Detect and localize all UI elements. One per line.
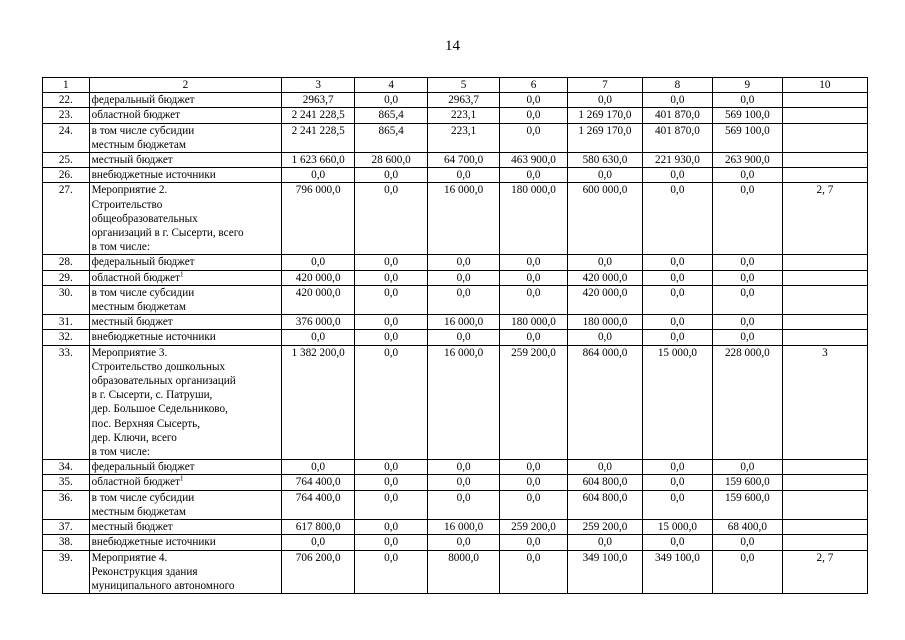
value-cell: 0,0 (500, 168, 568, 183)
value-cell: 263 900,0 (712, 153, 782, 168)
header-cell: 1 (43, 78, 90, 93)
row-description (89, 535, 282, 550)
header-cell: 5 (428, 78, 500, 93)
table-row (43, 270, 868, 285)
value-cell: 0,0 (355, 345, 428, 460)
value-cell: 0,0 (642, 270, 712, 285)
value-cell: 0,0 (282, 535, 355, 550)
value-cell: 0,0 (712, 550, 782, 594)
row-description (89, 153, 282, 168)
row-description (89, 475, 282, 490)
row-number: 36. (43, 490, 90, 519)
value-cell: 0,0 (282, 460, 355, 475)
description-line: местным бюджетам (91, 138, 186, 151)
value-cell: 1 269 170,0 (567, 108, 642, 123)
value-cell: 617 800,0 (282, 520, 355, 535)
value-cell: 865,4 (355, 123, 428, 152)
description-line: областной бюджет (91, 476, 180, 489)
value-cell: 420 000,0 (282, 270, 355, 285)
target-reference: 2, 7 (782, 183, 867, 255)
value-cell: 0,0 (500, 475, 568, 490)
value-cell: 0,0 (500, 460, 568, 475)
row-description (89, 270, 282, 285)
value-cell: 0,0 (500, 108, 568, 123)
value-cell: 0,0 (355, 93, 428, 108)
value-cell: 8000,0 (428, 550, 500, 594)
value-cell: 223,1 (428, 123, 500, 152)
value-cell: 16 000,0 (428, 315, 500, 330)
header-cell: 6 (500, 78, 568, 93)
value-cell: 0,0 (567, 535, 642, 550)
value-cell: 0,0 (282, 330, 355, 345)
row-number: 26. (43, 168, 90, 183)
value-cell: 0,0 (282, 255, 355, 270)
table-row (43, 315, 868, 330)
table-row (43, 490, 868, 519)
value-cell: 0,0 (428, 270, 500, 285)
value-cell: 0,0 (642, 460, 712, 475)
value-cell: 1 623 660,0 (282, 153, 355, 168)
value-cell: 0,0 (428, 168, 500, 183)
row-description (89, 460, 282, 475)
description-line: в том числе субсидии (91, 124, 195, 137)
value-cell: 0,0 (355, 475, 428, 490)
table-row (43, 123, 868, 152)
value-cell: 401 870,0 (642, 123, 712, 152)
row-number: 32. (43, 330, 90, 345)
description-line: Строительство (91, 198, 163, 211)
row-number: 33. (43, 345, 90, 460)
value-cell: 0,0 (355, 270, 428, 285)
page-number: 14 (445, 38, 460, 54)
value-cell: 0,0 (567, 330, 642, 345)
value-cell: 0,0 (642, 490, 712, 519)
value-cell: 0,0 (355, 520, 428, 535)
row-description (89, 490, 282, 519)
value-cell: 0,0 (355, 168, 428, 183)
description-line: Мероприятие 2. (91, 184, 168, 197)
table-row (43, 285, 868, 314)
row-description (89, 315, 282, 330)
row-number: 34. (43, 460, 90, 475)
value-cell: 259 200,0 (500, 520, 568, 535)
value-cell: 0,0 (712, 315, 782, 330)
row-description (89, 123, 282, 152)
value-cell: 15 000,0 (642, 345, 712, 460)
description-line: областной бюджет (91, 109, 180, 122)
row-number: 38. (43, 535, 90, 550)
row-description (89, 93, 282, 108)
value-cell: 0,0 (282, 168, 355, 183)
value-cell: 864 000,0 (567, 345, 642, 460)
value-cell: 376 000,0 (282, 315, 355, 330)
value-cell: 0,0 (355, 255, 428, 270)
value-cell: 349 100,0 (642, 550, 712, 594)
target-reference (782, 168, 867, 183)
value-cell: 180 000,0 (500, 183, 568, 255)
value-cell: 16 000,0 (428, 520, 500, 535)
header-cell: 7 (567, 78, 642, 93)
table-header (43, 78, 868, 93)
table-row (43, 255, 868, 270)
description-line: местный бюджет (91, 521, 173, 534)
row-number: 37. (43, 520, 90, 535)
value-cell: 764 400,0 (282, 475, 355, 490)
target-reference (782, 285, 867, 314)
description-line: федеральный бюджет (91, 94, 195, 107)
description-line: Строительство дошкольных (91, 360, 226, 373)
value-cell: 600 000,0 (567, 183, 642, 255)
row-number: 22. (43, 93, 90, 108)
value-cell: 0,0 (712, 460, 782, 475)
table-row (43, 535, 868, 550)
description-line: в том числе: (91, 241, 150, 254)
value-cell: 0,0 (642, 285, 712, 314)
value-cell: 15 000,0 (642, 520, 712, 535)
value-cell: 764 400,0 (282, 490, 355, 519)
value-cell: 604 800,0 (567, 490, 642, 519)
value-cell: 0,0 (642, 330, 712, 345)
value-cell: 0,0 (712, 535, 782, 550)
header-cell: 8 (642, 78, 712, 93)
row-description (89, 108, 282, 123)
description-line: федеральный бюджет (91, 256, 195, 269)
target-reference (782, 475, 867, 490)
row-number: 31. (43, 315, 90, 330)
value-cell: 0,0 (428, 475, 500, 490)
row-number: 29. (43, 270, 90, 285)
value-cell: 0,0 (355, 550, 428, 594)
row-description (89, 550, 282, 594)
table-row (43, 153, 868, 168)
target-reference (782, 108, 867, 123)
description-line: муниципального автономного (91, 579, 235, 592)
description-line: Мероприятие 3. (91, 346, 168, 359)
description-line: в том числе субсидии (91, 491, 195, 504)
table-row (43, 345, 868, 460)
value-cell: 0,0 (500, 123, 568, 152)
value-cell: 706 200,0 (282, 550, 355, 594)
value-cell: 0,0 (355, 315, 428, 330)
target-reference (782, 520, 867, 535)
description-line: местным бюджетам (91, 301, 186, 314)
value-cell: 0,0 (642, 93, 712, 108)
row-number: 39. (43, 550, 90, 594)
value-cell: 0,0 (642, 168, 712, 183)
footnote-marker: 1 (180, 270, 184, 278)
value-cell: 0,0 (712, 330, 782, 345)
table-row (43, 475, 868, 490)
value-cell: 259 200,0 (500, 345, 568, 460)
value-cell: 796 000,0 (282, 183, 355, 255)
target-reference (782, 490, 867, 519)
value-cell: 349 100,0 (567, 550, 642, 594)
row-description (89, 168, 282, 183)
value-cell: 28 600,0 (355, 153, 428, 168)
value-cell: 0,0 (567, 168, 642, 183)
target-reference (782, 330, 867, 345)
row-number: 24. (43, 123, 90, 152)
target-reference (782, 535, 867, 550)
value-cell: 0,0 (500, 285, 568, 314)
value-cell: 0,0 (355, 285, 428, 314)
table-row (43, 550, 868, 594)
value-cell: 64 700,0 (428, 153, 500, 168)
row-number: 28. (43, 255, 90, 270)
table-body (43, 93, 868, 594)
table-row (43, 168, 868, 183)
value-cell: 68 400,0 (712, 520, 782, 535)
row-number: 25. (43, 153, 90, 168)
value-cell: 0,0 (642, 315, 712, 330)
table-row (43, 183, 868, 255)
target-reference: 3 (782, 345, 867, 460)
value-cell: 2 241 228,5 (282, 123, 355, 152)
budget-table (42, 77, 868, 594)
value-cell: 0,0 (355, 490, 428, 519)
value-cell: 180 000,0 (567, 315, 642, 330)
description-line: Мероприятие 4. (91, 551, 168, 564)
table-row (43, 93, 868, 108)
description-line: внебюджетные источники (91, 169, 216, 182)
value-cell: 0,0 (355, 535, 428, 550)
value-cell: 228 000,0 (712, 345, 782, 460)
description-line: образовательных организаций (91, 375, 236, 388)
value-cell: 2963,7 (428, 93, 500, 108)
value-cell: 0,0 (642, 535, 712, 550)
footnote-marker: 1 (180, 474, 184, 483)
header-cell: 2 (89, 78, 282, 93)
row-description (89, 255, 282, 270)
value-cell: 2 241 228,5 (282, 108, 355, 123)
description-line: федеральный бюджет (91, 461, 195, 474)
value-cell: 159 600,0 (712, 475, 782, 490)
value-cell: 463 900,0 (500, 153, 568, 168)
description-line: внебюджетные источники (91, 331, 216, 344)
value-cell: 221 930,0 (642, 153, 712, 168)
value-cell: 580 630,0 (567, 153, 642, 168)
value-cell: 159 600,0 (712, 490, 782, 519)
value-cell: 0,0 (712, 93, 782, 108)
value-cell: 0,0 (355, 330, 428, 345)
value-cell: 259 200,0 (567, 520, 642, 535)
value-cell: 0,0 (642, 255, 712, 270)
target-reference (782, 460, 867, 475)
header-row (43, 78, 868, 93)
value-cell: 0,0 (428, 285, 500, 314)
row-description (89, 520, 282, 535)
value-cell: 0,0 (500, 490, 568, 519)
description-line: в том числе: (91, 446, 150, 459)
description-line: местный бюджет (91, 316, 173, 329)
table-row (43, 108, 868, 123)
description-line: организаций в г. Сысерти, всего (91, 227, 244, 240)
description-line: областной бюджет (91, 271, 180, 284)
value-cell: 0,0 (500, 255, 568, 270)
header-cell: 3 (282, 78, 355, 93)
value-cell: 569 100,0 (712, 123, 782, 152)
description-line: местный бюджет (91, 154, 173, 167)
value-cell: 16 000,0 (428, 345, 500, 460)
description-line: общеобразовательных (91, 212, 198, 225)
value-cell: 865,4 (355, 108, 428, 123)
target-reference (782, 123, 867, 152)
value-cell: 0,0 (355, 183, 428, 255)
value-cell: 0,0 (642, 475, 712, 490)
value-cell: 0,0 (567, 93, 642, 108)
description-line: дер. Ключи, всего (91, 431, 177, 444)
value-cell: 1 269 170,0 (567, 123, 642, 152)
value-cell: 0,0 (428, 330, 500, 345)
value-cell: 0,0 (428, 460, 500, 475)
target-reference (782, 270, 867, 285)
description-line: в том числе субсидии (91, 286, 195, 299)
row-description (89, 330, 282, 345)
row-description (89, 345, 282, 460)
value-cell: 16 000,0 (428, 183, 500, 255)
value-cell: 569 100,0 (712, 108, 782, 123)
target-reference (782, 315, 867, 330)
row-number: 27. (43, 183, 90, 255)
description-line: местным бюджетам (91, 505, 186, 518)
value-cell: 0,0 (428, 490, 500, 519)
target-reference (782, 93, 867, 108)
row-number: 23. (43, 108, 90, 123)
row-description (89, 285, 282, 314)
row-number: 35. (43, 475, 90, 490)
header-cell: 10 (782, 78, 867, 93)
value-cell: 0,0 (712, 270, 782, 285)
value-cell: 0,0 (642, 183, 712, 255)
description-line: дер. Большое Седельниково, (91, 403, 228, 416)
value-cell: 420 000,0 (282, 285, 355, 314)
table-row (43, 460, 868, 475)
table-row (43, 520, 868, 535)
value-cell: 180 000,0 (500, 315, 568, 330)
description-line: Реконструкция здания (91, 565, 198, 578)
value-cell: 0,0 (500, 550, 568, 594)
value-cell: 0,0 (567, 460, 642, 475)
value-cell: 0,0 (500, 535, 568, 550)
header-cell: 9 (712, 78, 782, 93)
row-description (89, 183, 282, 255)
value-cell: 0,0 (355, 460, 428, 475)
value-cell: 0,0 (428, 255, 500, 270)
value-cell: 1 382 200,0 (282, 345, 355, 460)
value-cell: 604 800,0 (567, 475, 642, 490)
description-line: в г. Сысерти, с. Патруши, (91, 389, 213, 402)
target-reference (782, 255, 867, 270)
row-number: 30. (43, 285, 90, 314)
value-cell: 0,0 (428, 535, 500, 550)
value-cell: 0,0 (567, 255, 642, 270)
description-line: внебюджетные источники (91, 536, 216, 549)
value-cell: 0,0 (712, 183, 782, 255)
value-cell: 420 000,0 (567, 285, 642, 314)
value-cell: 0,0 (500, 330, 568, 345)
value-cell: 0,0 (500, 93, 568, 108)
table-row (43, 330, 868, 345)
description-line: пос. Верхняя Сысерть, (91, 417, 200, 430)
target-reference: 2, 7 (782, 550, 867, 594)
target-reference (782, 153, 867, 168)
value-cell: 0,0 (500, 270, 568, 285)
value-cell: 420 000,0 (567, 270, 642, 285)
value-cell: 401 870,0 (642, 108, 712, 123)
value-cell: 0,0 (712, 285, 782, 314)
value-cell: 0,0 (712, 255, 782, 270)
value-cell: 0,0 (712, 168, 782, 183)
value-cell: 223,1 (428, 108, 500, 123)
header-cell: 4 (355, 78, 428, 93)
value-cell: 2963,7 (282, 93, 355, 108)
